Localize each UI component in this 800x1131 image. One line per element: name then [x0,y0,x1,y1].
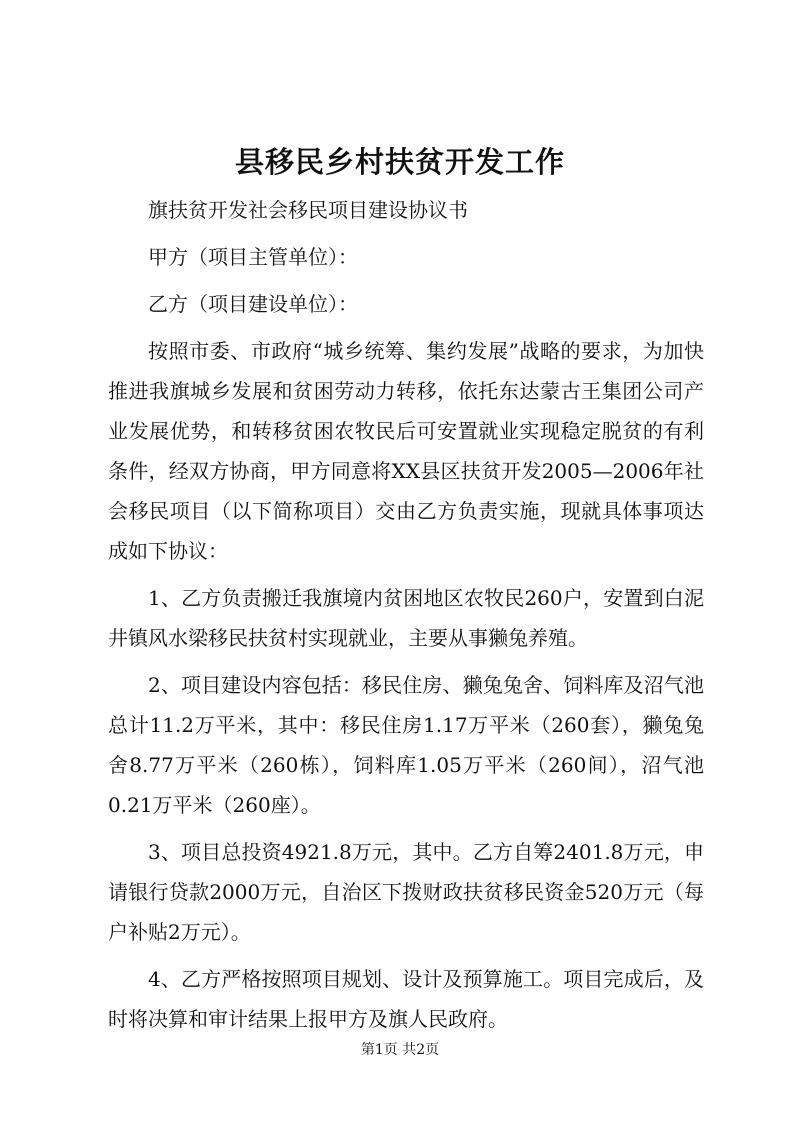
clause-3: 3、项目总投资4921.8万元，其中。乙方自筹2401.8万元，申请银行贷款2000万元，自治区下拨财政扶贫移民资金520万元（每户补贴2万元）。 [108,840,704,944]
document-body [108,190,704,1039]
clause-1: 1、乙方负责搬迁我旗境内贫困地区农牧民260户，安置到白泥井镇风水梁移民扶贫村实现就业，主要从事獭兔养殖。 [108,586,704,650]
clause-4: 4、乙方严格按照项目规划、设计及预算施工。项目完成后，及时将决算和审计结果上报甲方及旗人民政府。 [108,967,704,1031]
clause-2: 2、项目建设内容包括：移民住房、獭兔兔舍、饲料库及沼气池总计11.2万平米，其中：移民住房1.17万平米（260套），獭兔兔舍8.77万平米（260栋），饲料库1.05万平米（260间），沼气池0.21万平米（260座）。 [108,673,704,817]
party-a-line: 甲方（项目主管单位）： [148,245,358,269]
agreement-heading: 旗扶贫开发社会移民项目建设协议书 [148,198,468,222]
document-title: 县移民乡村扶贫开发工作 [234,145,565,179]
page-footer: 第1页 共2页 [360,1042,440,1058]
party-b-line: 乙方（项目建设单位）： [148,292,358,316]
intro-paragraph: 按照市委、市政府“城乡统筹、集约发展”战略的要求，为加快推进我旗城乡发展和贫困劳动力转移，依托东达蒙古王集团公司产业发展优势，和转移贫困农牧民后可安置就业实现稳定脱贫的有利条件，经双方协商，甲方同意将XX县区扶贫开发2005—2006年社会移民项目（以下简称项目）交由乙方负责实施，现就具体事项达成如下协议： [108,339,704,563]
